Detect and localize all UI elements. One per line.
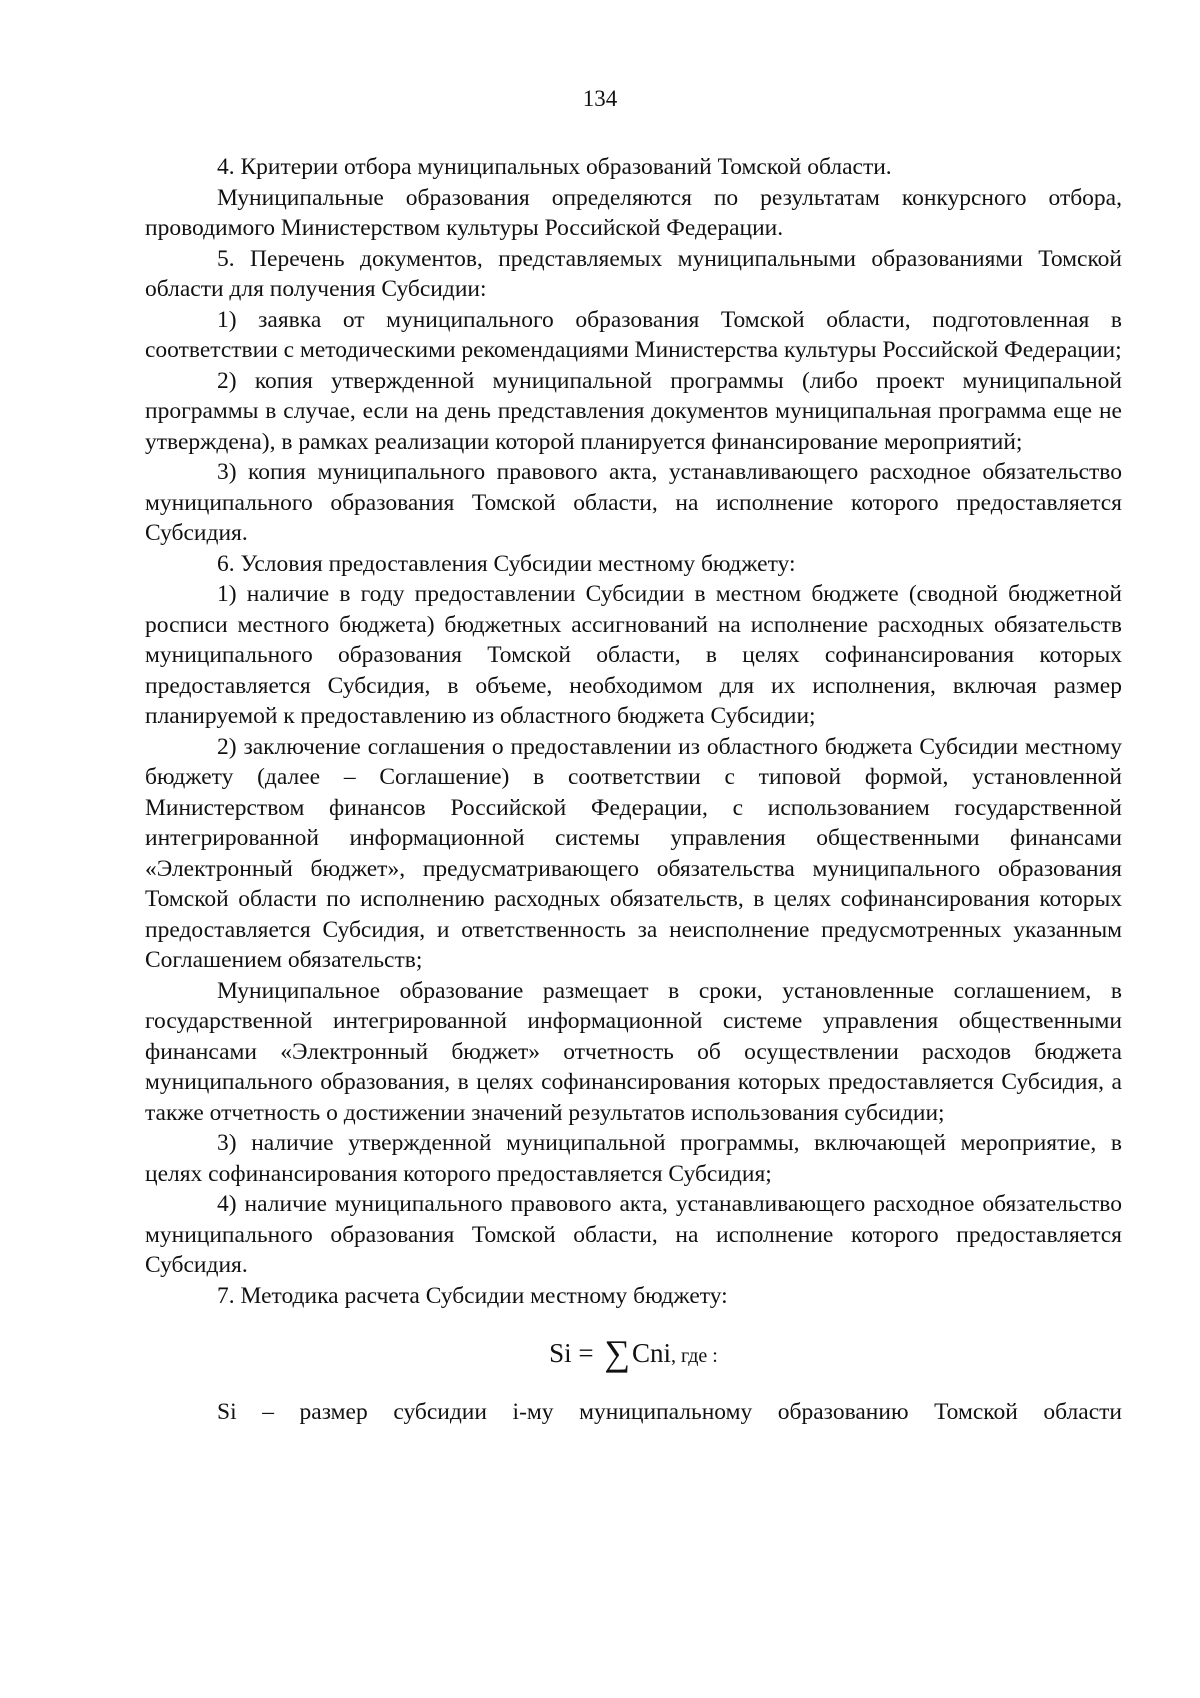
subsidy-formula (145, 1325, 1122, 1381)
list-item: 3) наличие утвержденной муниципальной программы, включающей мероприятие, в целях софинансирования которого предоставляется Субсидия; (145, 1130, 1122, 1187)
section-heading-documents: 5. Перечень документов, представляемых муниципальными образованиями Томской области для получения Субсидии: (145, 245, 1122, 302)
section-heading-methodology: 7. Методика расчета Субсидии местному бюджету: (217, 1282, 728, 1309)
definition-line: Si – размер субсидии i-му муниципальному образованию Томской области (217, 1399, 1122, 1425)
section-heading-criteria: 4. Критерии отбора муниципальных образований Томской области. (217, 154, 892, 180)
sigma-symbol: ∑ (604, 1333, 631, 1373)
list-item: 2) заключение соглашения о предоставлении из областного бюджета Субсидии местному бюджету (далее – Соглашение) в соответствии с типовой формой, установленной Министерством финансов Российской Федерации, с использованием государственной интегрированной информационной системы управления общественными финансами «Электронный бюджет», предусматривающего обязательства муниципального образования Томской области по исполнению расходных обязательств, в целях софинансирования которых предоставляется Субсидия, и ответственность за неисполнение предусмотренных указанным Соглашением обязательств; (145, 733, 1122, 973)
list-item: 3) копия муниципального правового акта, устанавливающего расходное обязательство муниципального образования Томской области, на исполнение которого предоставляется Субсидия. (145, 459, 1122, 546)
list-item: 1) заявка от муниципального образования Томской области, подготовленная в соответствии с методическими рекомендациями Министерства культуры Российской Федерации; (145, 306, 1122, 363)
formula-lhs: Si = (549, 1338, 601, 1368)
page-number: 134 (582, 86, 618, 111)
paragraph: Муниципальные образования определяются по результатам конкурсного отбора, проводимого Министерством культуры Российской Федерации. (145, 184, 1122, 241)
list-item: 2) копия утвержденной муниципальной программы (либо проект муниципальной программы в случае, если на день представления документов муниципальная программа еще не утверждена), в рамках реализации которой планируется финансирование мероприятий; (145, 367, 1122, 455)
list-item: 1) наличие в году предоставлении Субсидии в местном бюджете (сводной бюджетной росписи местного бюджета) бюджетных ассигнований на исполнение расходных обязательств муниципального образования Томской области, в целях софинансирования которых предоставляется Субсидия, в объеме, необходимом для их исполнения, включая размер планируемой к предоставлению из областного бюджета Субсидии; (145, 581, 1122, 729)
document-body (145, 152, 1122, 1428)
section-heading-conditions: 6. Условия предоставления Субсидии местному бюджету: (217, 550, 796, 577)
paragraph: Муниципальное образование размещает в сроки, установленные соглашением, в государственной интегрированной информационной системе управления общественными финансами «Электронный бюджет» отчетность об осуществлении расходов бюджета муниципального образования, в целях софинансирования которых предоставляется Субсидия, а также отчетность о достижении значений результатов использования субсидии; (145, 977, 1122, 1126)
formula-rhs: Cni (632, 1338, 672, 1368)
formula-where: , где : (671, 1345, 718, 1367)
list-item: 4) наличие муниципального правового акта, устанавливающего расходное обязательство муниципального образования Томской области, на исполнение которого предоставляется Субсидия. (145, 1191, 1122, 1278)
